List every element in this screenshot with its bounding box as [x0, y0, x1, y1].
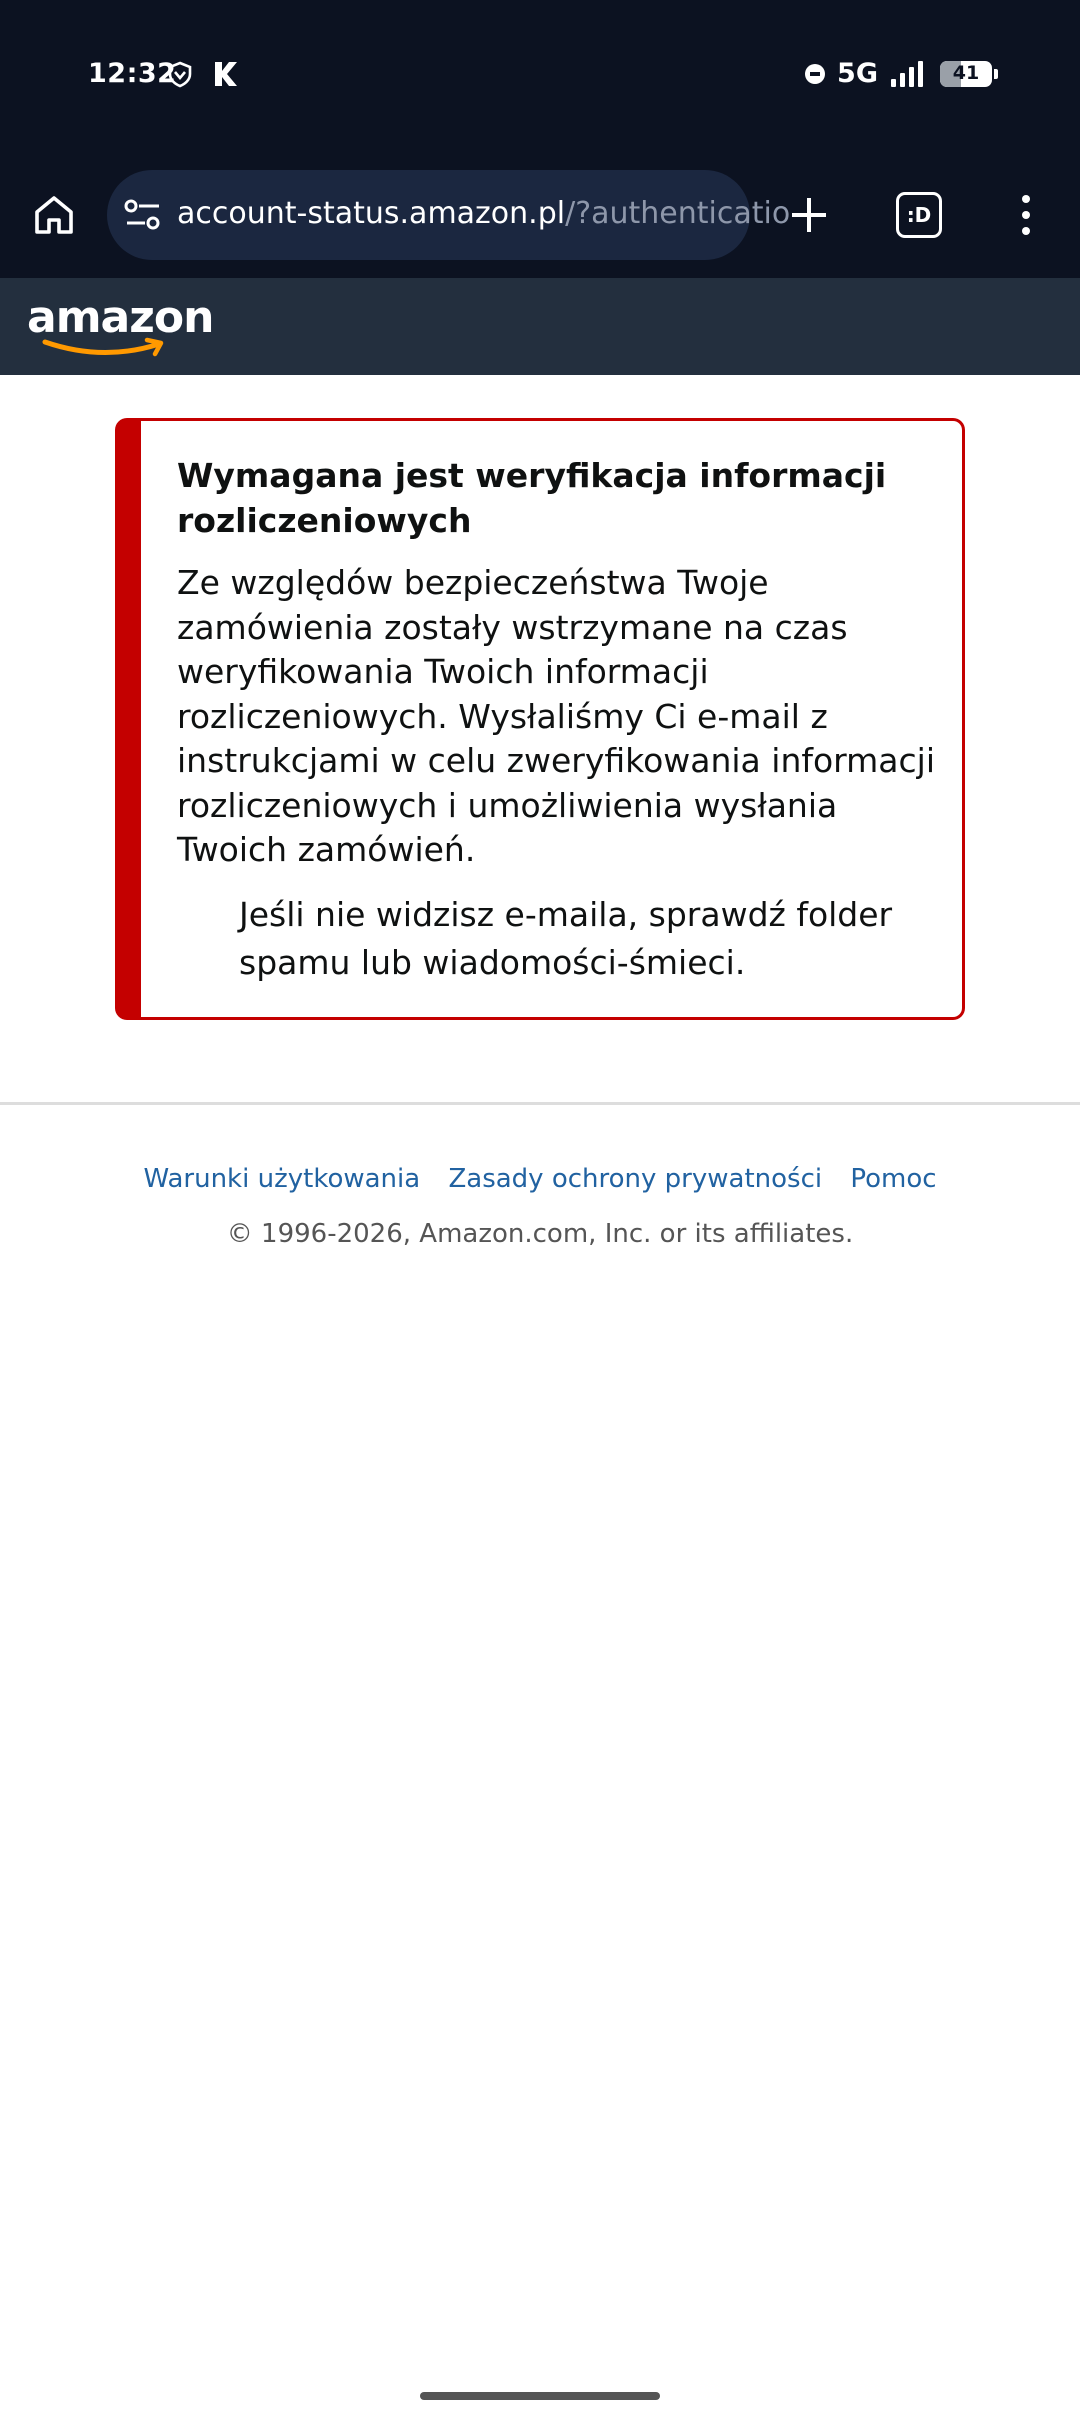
gesture-nav-handle[interactable]: [420, 2392, 660, 2400]
shield-heart-icon: [166, 60, 194, 88]
privacy-link[interactable]: Zasady ochrony prywatności: [448, 1164, 823, 1194]
do-not-disturb-icon: [805, 64, 825, 84]
footer-links: [0, 1164, 1080, 1194]
new-tab-button[interactable]: [776, 182, 842, 248]
footer-divider: [0, 1102, 1080, 1105]
amazon-logo-text: amazon: [27, 292, 214, 343]
copyright: © 1996-2026, Amazon.com, Inc. or its affiliates.: [226, 1219, 854, 1249]
site-settings-icon[interactable]: [123, 197, 163, 233]
menu-dot: [1022, 227, 1030, 235]
menu-dot: [1022, 211, 1030, 219]
url-host: account-status.amazon.pl: [177, 196, 566, 231]
amazon-smile-icon: [41, 336, 201, 366]
address-bar[interactable]: [107, 170, 791, 260]
alert-note: Jeśli nie widzisz e-maila, sprawdź folder spamu lub wiadomości-śmieci.: [239, 895, 893, 982]
browser-toolbar: [0, 152, 1080, 278]
plus-icon: [789, 195, 829, 235]
terms-link[interactable]: Warunki użytkowania: [143, 1164, 421, 1194]
battery-tip: [994, 69, 998, 79]
amazon-header: [0, 278, 1080, 375]
status-time: 12:32: [88, 58, 177, 89]
battery-percent: 41: [952, 61, 980, 84]
billing-verification-alert: [115, 418, 965, 1020]
status-bar: [0, 0, 1080, 152]
help-link[interactable]: Pomoc: [850, 1164, 937, 1194]
status-right-icons: [805, 58, 992, 89]
status-notification-icons: [166, 60, 238, 88]
k-app-icon: [212, 60, 238, 88]
alert-body: Ze względów bezpieczeństwa Twoje zamówienia zostały wstrzymane na czas weryfikowania Twoich informacji rozliczeniowych. Wysłaliśmy Ci e-mail z instrukcjami w celu zweryfikowania informacji rozliczeniowych i umożliwienia wysłania Twoich zamówień.: [177, 563, 936, 869]
url-text[interactable]: [177, 196, 791, 231]
signal-icon: [890, 60, 924, 88]
battery-icon: [940, 61, 992, 87]
network-type: 5G: [837, 58, 878, 89]
home-icon: [32, 193, 76, 237]
more-options-icon[interactable]: [1010, 185, 1042, 245]
tab-switcher-button[interactable]: :D: [896, 192, 942, 238]
amazon-logo[interactable]: [27, 292, 214, 362]
alert-title: Wymagana jest weryfikacja informacji rozliczeniowych: [177, 456, 887, 540]
menu-dot: [1022, 195, 1030, 203]
url-path: /?authenticatio: [565, 196, 791, 231]
home-button[interactable]: [24, 185, 84, 245]
